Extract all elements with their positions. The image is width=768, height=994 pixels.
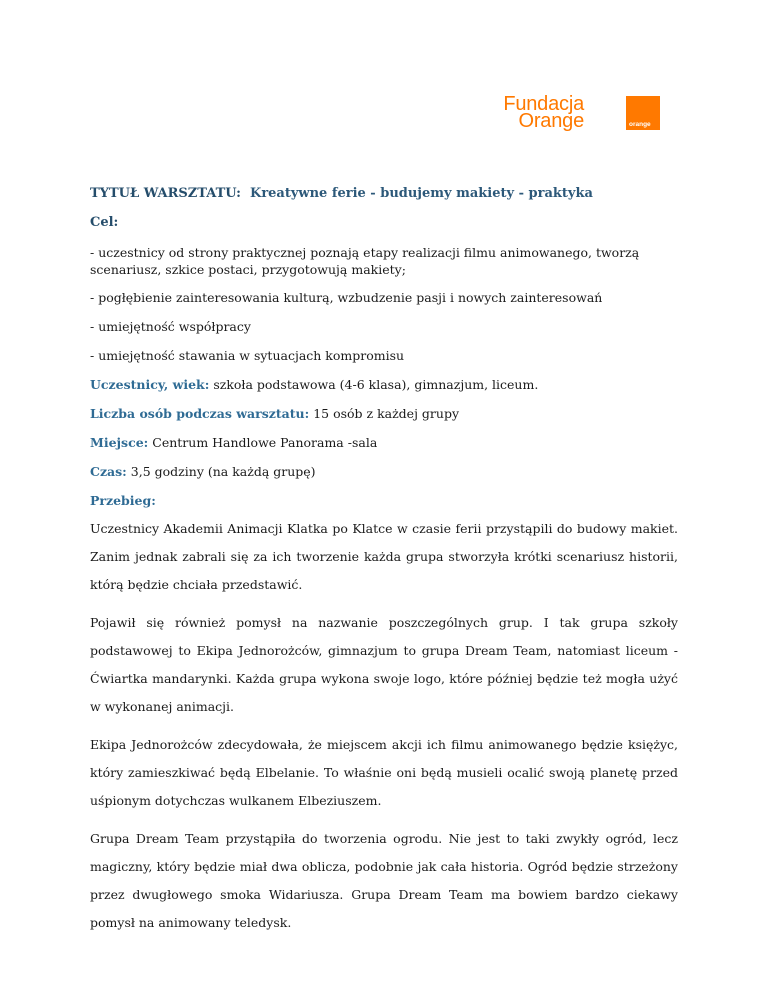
przebieg-heading: Przebieg: — [90, 493, 156, 508]
cel-heading: Cel: — [90, 215, 119, 230]
miejsce-label: Miejsce: — [90, 435, 149, 450]
document-content — [90, 186, 678, 937]
logo-line-1: Fundacja — [503, 93, 584, 115]
fundacja-orange-logo — [460, 93, 660, 136]
cel-item-2: - pogłębienie zainteresowania kulturą, wzbudzenie pasji i nowych zainteresowań — [90, 290, 603, 305]
workshop-title-value: Kreatywne ferie - budujemy makiety - praktyka — [250, 186, 593, 201]
cel-item-3: - umiejętność współpracy — [90, 319, 251, 334]
paragraph-3: Ekipa Jednorożców zdecydowała, że miejscem akcji ich filmu animowanego będzie księżyc, który zamieszkiwać będą Elbelanie. To właśnie oni będą musieli ocalić swoją planetę przed uśpionym dotychczas wulkanem Elbeziuszem. — [90, 737, 678, 808]
miejsce-value: Centrum Handlowe Panorama -sala — [152, 435, 378, 450]
orange-square-icon — [626, 96, 660, 130]
uczestnicy-label: Uczestnicy, wiek: — [90, 377, 210, 392]
logo-square-text: orange — [629, 121, 651, 128]
miejsce-line — [90, 434, 678, 451]
liczba-label: Liczba osób podczas warsztatu: — [90, 406, 310, 421]
czas-line — [90, 463, 678, 480]
cel-item-4: - umiejętność stawania w sytuacjach kompromisu — [90, 348, 405, 363]
cel-item-1: - uczestnicy od strony praktycznej poznają etapy realizacji filmu animowanego, tworzą scenariusz, szkice postaci, przygotowują makiety; — [90, 245, 640, 277]
paragraph-1: Uczestnicy Akademii Animacji Klatka po Klatce w czasie ferii przystąpili do budowy makiet. Zanim jednak zabrali się za ich tworzenie każda grupa stworzyła krótki scenariusz historii, którą będzie chciała przedstawić. — [90, 521, 678, 592]
czas-value: 3,5 godziny (na każdą grupę) — [130, 464, 316, 479]
logo-wordmark — [503, 93, 584, 132]
liczba-line — [90, 405, 678, 422]
liczba-value: 15 osób z każdej grupy — [313, 406, 460, 421]
paragraph-2: Pojawił się również pomysł na nazwanie poszczególnych grup. I tak grupa szkoły podstawowej to Ekipa Jednorożców, gimnazjum to grupa Dream Team, natomiast liceum - Ćwiartka mandarynki. Każda grupa wykona swoje logo, które później będzie też mogła użyć w wykonanej animacji. — [90, 615, 678, 714]
logo-line-2: Orange — [518, 110, 584, 132]
workshop-title — [90, 186, 678, 201]
czas-label: Czas: — [90, 464, 127, 479]
workshop-title-label: TYTUŁ WARSZTATU: — [90, 186, 241, 201]
paragraph-4: Grupa Dream Team przystąpiła do tworzenia ogrodu. Nie jest to taki zwykły ogród, lecz magiczny, który będzie miał dwa oblicza, podobnie jak cała historia. Ogród będzie strzeżony przez dwugłowego smoka Widariusza. Grupa Dream Team ma bowiem bardzo ciekawy pomysł na animowany teledysk. — [90, 831, 678, 930]
uczestnicy-line — [90, 376, 678, 393]
uczestnicy-value: szkoła podstawowa (4-6 klasa), gimnazjum, liceum. — [213, 377, 539, 392]
